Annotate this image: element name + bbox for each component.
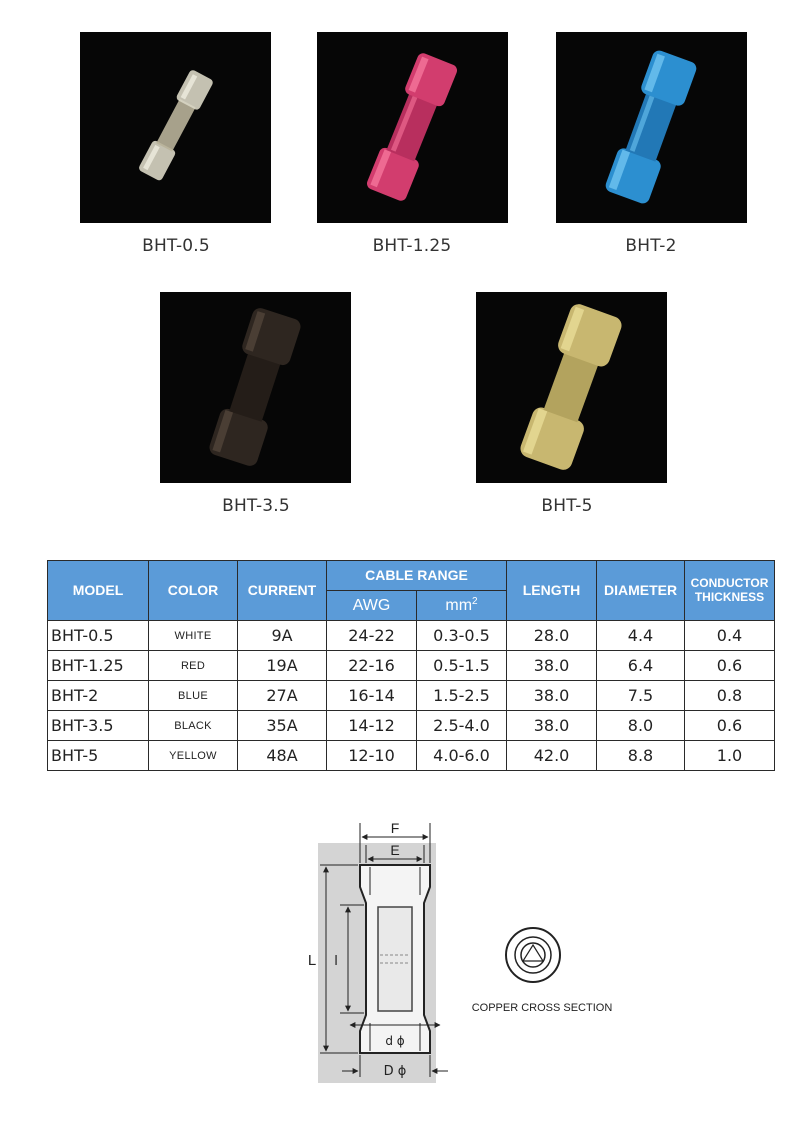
cell-color: WHITE bbox=[149, 621, 238, 651]
table-row bbox=[48, 681, 775, 711]
header-awg: AWG bbox=[327, 591, 417, 621]
table-row bbox=[48, 711, 775, 741]
header-current: CURRENT bbox=[238, 561, 327, 621]
cell-model: BHT-2 bbox=[48, 681, 149, 711]
header-mm2-sup: 2 bbox=[472, 596, 478, 608]
header-model: MODEL bbox=[48, 561, 149, 621]
label-d-outer: D ϕ bbox=[383, 1064, 407, 1079]
connector-image-red bbox=[317, 32, 508, 223]
cell-color: BLACK bbox=[149, 711, 238, 741]
header-conductor-thickness bbox=[685, 561, 775, 621]
cell-length: 42.0 bbox=[507, 741, 597, 771]
table-row bbox=[48, 621, 775, 651]
dimension-diagram bbox=[300, 815, 645, 1085]
label-d-inner: d ϕ bbox=[385, 1034, 405, 1048]
product-caption: BHT-1.25 bbox=[372, 236, 452, 256]
cell-current: 19A bbox=[238, 651, 327, 681]
cell-mm2: 0.3-0.5 bbox=[417, 621, 507, 651]
product-caption: BHT-0.5 bbox=[142, 236, 210, 256]
cell-length: 38.0 bbox=[507, 651, 597, 681]
cell-model: BHT-3.5 bbox=[48, 711, 149, 741]
cell-awg: 14-12 bbox=[327, 711, 417, 741]
cell-awg: 12-10 bbox=[327, 741, 417, 771]
header-mm2-base: mm bbox=[445, 597, 473, 615]
label-l-inner: l bbox=[334, 952, 338, 968]
table-row bbox=[48, 651, 775, 681]
cell-mm2: 1.5-2.5 bbox=[417, 681, 507, 711]
cell-thickness: 1.0 bbox=[685, 741, 775, 771]
header-length: LENGTH bbox=[507, 561, 597, 621]
connector-image-yellow bbox=[476, 292, 667, 483]
cell-model: BHT-5 bbox=[48, 741, 149, 771]
specification-table bbox=[47, 560, 775, 771]
product-photo-bht-2 bbox=[556, 32, 747, 223]
cell-color: YELLOW bbox=[149, 741, 238, 771]
cell-diameter: 4.4 bbox=[597, 621, 685, 651]
label-l-total: L bbox=[307, 952, 317, 969]
cell-model: BHT-0.5 bbox=[48, 621, 149, 651]
cell-current: 27A bbox=[238, 681, 327, 711]
cell-length: 28.0 bbox=[507, 621, 597, 651]
cell-mm2: 2.5-4.0 bbox=[417, 711, 507, 741]
cross-section-label: COPPER CROSS SECTION bbox=[471, 1002, 613, 1014]
header-cable-range: CABLE RANGE bbox=[327, 561, 507, 591]
label-e: E bbox=[390, 842, 400, 858]
cell-model: BHT-1.25 bbox=[48, 651, 149, 681]
product-photo-bht-3-5 bbox=[160, 292, 351, 483]
cell-current: 35A bbox=[238, 711, 327, 741]
header-diameter: DIAMETER bbox=[597, 561, 685, 621]
connector-image-white bbox=[80, 32, 271, 223]
connector-image-blue bbox=[556, 32, 747, 223]
cell-current: 9A bbox=[238, 621, 327, 651]
product-caption: BHT-5 bbox=[541, 496, 593, 516]
cell-diameter: 8.8 bbox=[597, 741, 685, 771]
cell-diameter: 6.4 bbox=[597, 651, 685, 681]
cell-length: 38.0 bbox=[507, 711, 597, 741]
cell-color: RED bbox=[149, 651, 238, 681]
cell-length: 38.0 bbox=[507, 681, 597, 711]
header-mm2 bbox=[417, 591, 507, 621]
product-photo-bht-0-5 bbox=[80, 32, 271, 223]
cell-mm2: 4.0-6.0 bbox=[417, 741, 507, 771]
cell-current: 48A bbox=[238, 741, 327, 771]
header-conductor-line2: THICKNESS bbox=[694, 589, 765, 604]
cell-thickness: 0.8 bbox=[685, 681, 775, 711]
product-photo-bht-5 bbox=[476, 292, 667, 483]
product-caption: BHT-3.5 bbox=[222, 496, 290, 516]
product-photo-bht-1-25 bbox=[317, 32, 508, 223]
copper-cross-section-icon bbox=[506, 928, 560, 982]
cell-awg: 22-16 bbox=[327, 651, 417, 681]
cell-awg: 16-14 bbox=[327, 681, 417, 711]
cell-mm2: 0.5-1.5 bbox=[417, 651, 507, 681]
cell-diameter: 7.5 bbox=[597, 681, 685, 711]
cell-thickness: 0.6 bbox=[685, 711, 775, 741]
header-color: COLOR bbox=[149, 561, 238, 621]
cell-color: BLUE bbox=[149, 681, 238, 711]
cell-thickness: 0.6 bbox=[685, 651, 775, 681]
cell-awg: 24-22 bbox=[327, 621, 417, 651]
cell-thickness: 0.4 bbox=[685, 621, 775, 651]
table-row bbox=[48, 741, 775, 771]
product-caption: BHT-2 bbox=[625, 236, 677, 256]
label-f: F bbox=[390, 820, 400, 836]
cell-diameter: 8.0 bbox=[597, 711, 685, 741]
connector-image-black bbox=[160, 292, 351, 483]
connector-dimension-drawing bbox=[300, 815, 645, 1085]
header-conductor-line1: CONDUCTOR bbox=[690, 576, 769, 591]
